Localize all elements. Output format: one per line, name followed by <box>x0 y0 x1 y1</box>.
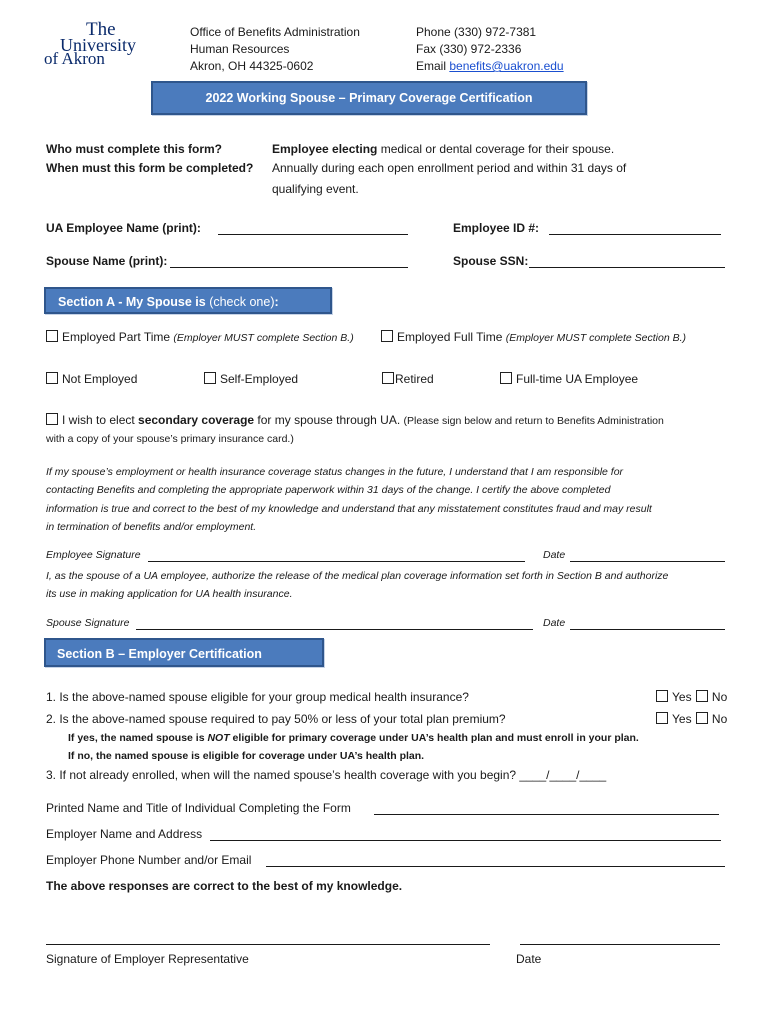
spouse-date-field[interactable] <box>570 617 725 630</box>
spouse-name-label: Spouse Name (print): <box>46 254 168 268</box>
q2-no-checkbox[interactable] <box>696 712 708 724</box>
logo-line-the: The <box>86 19 116 40</box>
self-employed-checkbox[interactable] <box>204 372 216 384</box>
printed-name-field[interactable] <box>374 802 719 815</box>
employee-id-field[interactable] <box>549 222 721 235</box>
q1-yes-checkbox[interactable] <box>656 690 668 702</box>
question-2-answers: Yes No <box>656 712 727 726</box>
option-retired[interactable]: Retired <box>382 372 434 386</box>
q1-no-checkbox[interactable] <box>696 690 708 702</box>
employer-date-label: Date <box>516 952 542 966</box>
employer-phone-label: Employer Phone Number and/or Email <box>46 853 252 867</box>
spouse-name-field[interactable] <box>170 255 408 268</box>
who-answer: Employee electing medical or dental coverage for their spouse. <box>272 142 615 156</box>
ua-employee-checkbox[interactable] <box>500 372 512 384</box>
employee-date-label: Date <box>543 549 566 561</box>
question-2: 2. Is the above-named spouse required to pay 50% or less of your total plan premium? <box>46 712 506 726</box>
retired-checkbox[interactable] <box>382 372 394 384</box>
if-no-note: If no, the named spouse is eligible for coverage under UA’s health plan. <box>68 750 425 762</box>
contact-info <box>416 24 564 75</box>
employer-date-line[interactable] <box>520 944 720 945</box>
employee-name-field[interactable] <box>218 222 408 235</box>
email-link[interactable]: benefits@uakron.edu <box>449 59 564 73</box>
option-ua-employee[interactable]: Full-time UA Employee <box>500 372 638 386</box>
section-b-title: Section B – Employer Certification <box>57 647 262 661</box>
option-secondary-coverage[interactable]: I wish to elect secondary coverage for my spouse through UA. (Please sign below and return to Benefits Administration <box>46 413 664 427</box>
not-employed-checkbox[interactable] <box>46 372 58 384</box>
question-1-answers: Yes No <box>656 690 727 704</box>
part-time-checkbox[interactable] <box>46 330 58 342</box>
secondary-coverage-checkbox[interactable] <box>46 413 58 425</box>
spouse-signature-field[interactable] <box>136 617 533 630</box>
if-yes-note: If yes, the named spouse is NOT eligible for primary coverage under UA’s health plan and must enroll in your plan. <box>68 732 639 744</box>
who-question: Who must complete this form? <box>46 142 223 156</box>
q2-yes-checkbox[interactable] <box>656 712 668 724</box>
department: Human Resources <box>190 42 290 56</box>
employee-signature-label: Employee Signature <box>46 549 141 561</box>
section-b-banner <box>44 638 324 667</box>
authorization-text: I, as the spouse of a UA employee, authorize the release of the medical plan coverage information set forth in Section B and authorize its use in making application for UA health insurance. <box>46 570 669 600</box>
form-title-banner <box>151 81 587 115</box>
spouse-signature-label: Spouse Signature <box>46 617 130 629</box>
printed-name-label: Printed Name and Title of Individual Completing the Form <box>46 801 351 815</box>
when-question: When must this form be completed? <box>46 161 254 175</box>
option-part-time[interactable]: Employed Part Time (Employer MUST complete Section B.) <box>46 330 354 344</box>
question-3: 3. If not already enrolled, when will the named spouse’s health coverage with you begin? ____/____/____ <box>46 768 607 782</box>
employer-phone-field[interactable] <box>266 854 725 867</box>
form-title: 2022 Working Spouse – Primary Coverage Certification <box>205 91 533 105</box>
office-address <box>190 24 360 75</box>
when-answer-cont: qualifying event. <box>272 182 359 196</box>
secondary-note-cont: with a copy of your spouse’s primary insurance card.) <box>46 433 294 445</box>
section-a-title: Section A - My Spouse is <box>58 295 206 309</box>
spouse-date-label: Date <box>543 617 566 629</box>
logo-line-university: University <box>60 35 136 55</box>
correct-statement: The above responses are correct to the best of my knowledge. <box>46 879 403 893</box>
option-full-time[interactable]: Employed Full Time (Employer MUST complete Section B.) <box>381 330 686 344</box>
employee-date-field[interactable] <box>570 549 725 562</box>
full-time-checkbox[interactable] <box>381 330 393 342</box>
coverage-begin-date-field[interactable]: ____/____/____ <box>519 768 607 782</box>
office-name: Office of Benefits Administration <box>190 25 360 39</box>
option-not-employed[interactable]: Not Employed <box>46 372 137 386</box>
fax: Fax (330) 972-2336 <box>416 42 522 56</box>
certification-text: If my spouse’s employment or health insurance coverage status changes in the future, I understand that I am responsible for contacting Benefits and completing the appropriate paperwork within 31 days of the change. I certify the above completed information is true and correct to the best of my knowledge and understand that any misstatement constitutes fraud and may result in termination of benefits and/or employment. <box>46 466 652 533</box>
university-logo <box>42 20 142 68</box>
employer-address-label: Employer Name and Address <box>46 827 203 841</box>
question-1: 1. Is the above-named spouse eligible for your group medical health insurance? <box>46 690 469 704</box>
spouse-ssn-label: Spouse SSN: <box>453 254 529 268</box>
employer-signature-label: Signature of Employer Representative <box>46 952 249 966</box>
email-line: Email benefits@uakron.edu <box>416 59 564 73</box>
employee-id-label: Employee ID #: <box>453 221 540 235</box>
phone: Phone (330) 972-7381 <box>416 25 537 39</box>
employee-signature-field[interactable] <box>148 549 525 562</box>
option-self-employed[interactable]: Self-Employed <box>204 372 298 386</box>
employee-name-label: UA Employee Name (print): <box>46 221 201 235</box>
employer-signature-line[interactable] <box>46 944 490 945</box>
employer-address-field[interactable] <box>210 828 721 841</box>
city-line: Akron, OH 44325-0602 <box>190 59 314 73</box>
section-a-banner: Section A - My Spouse is (check one): <box>44 287 332 314</box>
logo-line-akron: of Akron <box>44 49 105 68</box>
when-answer: Annually during each open enrollment period and within 31 days of <box>272 161 627 175</box>
spouse-ssn-field[interactable] <box>529 255 725 268</box>
